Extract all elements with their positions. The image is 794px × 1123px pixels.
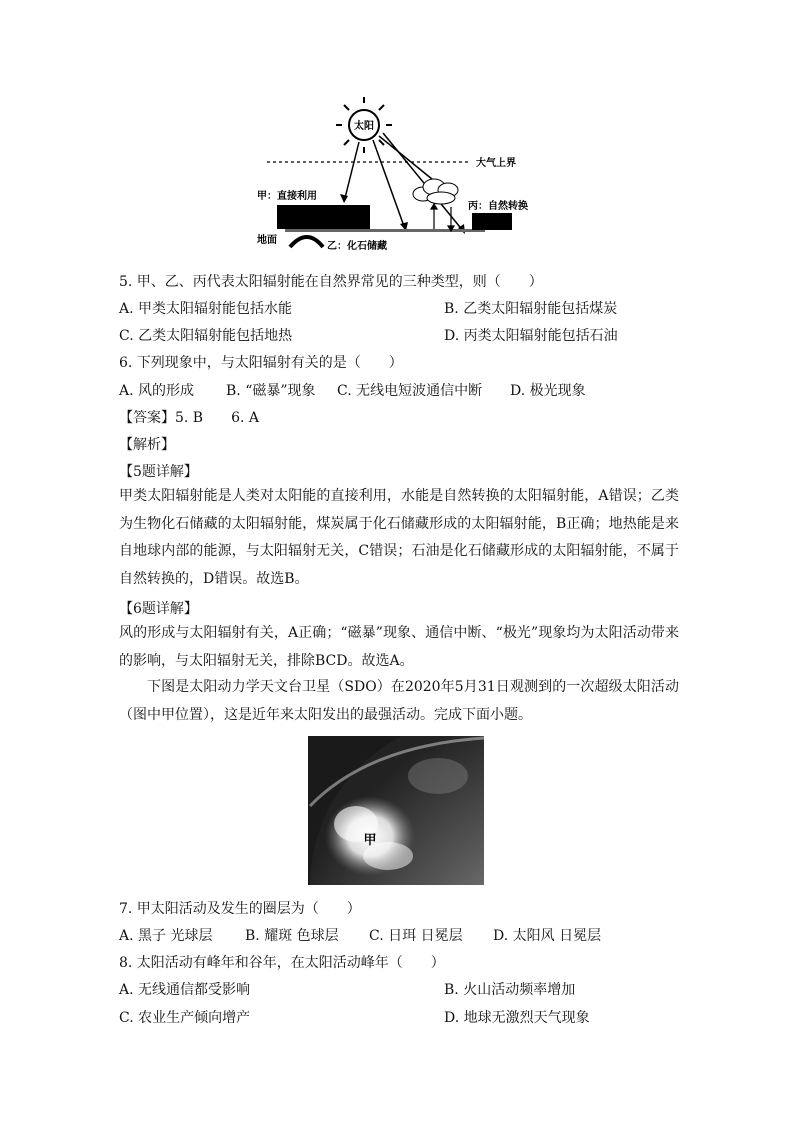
bing-block (472, 213, 512, 230)
bing-label: 丙：自然转换 (468, 201, 528, 212)
q6-options (119, 382, 586, 400)
q6-option-d: D. 极光现象 (510, 383, 586, 399)
q6-option-c: C. 无线电短波通信中断 (337, 383, 483, 399)
q6-option-a: A. 风的形成 (119, 383, 195, 399)
q8-option-b: B. 火山活动频率增加 (444, 982, 576, 998)
jia-label: 甲：直接利用 (257, 191, 317, 202)
q7-option-b: B. 耀斑 色球层 (245, 928, 339, 944)
fossil-arc (290, 237, 323, 247)
solar-radiation-diagram (255, 95, 555, 255)
evaporation-arrows (431, 204, 454, 231)
q7-stem: 7. 甲太阳活动及发生的圈层为（ ） (119, 901, 361, 917)
q7-options (119, 927, 601, 945)
q6-detail-title: 【6题详解】 (119, 601, 198, 617)
q7-option-c: C. 日珥 日冕层 (369, 928, 463, 944)
q5-option-c: C. 乙类太阳辐射能包括地热 (119, 328, 293, 344)
q5-detail-text: 甲类太阳辐射能是人类对太阳能的直接利用，水能是自然转换的太阳辐射能，A错误；乙类为生物化石储藏的太阳辐射能，煤炭属于化石储藏形成的太阳辐射能，B正确；地热能是来自地球内部的能源，与太阳辐射无关，C错误；石油是化石储藏形成的太阳辐射能，不属于自然转换的，D错误。故选B。 (119, 488, 679, 587)
q7-option-a: A. 黑子 光球层 (119, 928, 213, 944)
q6-stem: 6. 下列现象中，与太阳辐射有关的是（ ） (119, 355, 403, 371)
ground-label: 地面 (257, 235, 277, 246)
q5-option-b: B. 乙类太阳辐射能包括煤炭 (444, 301, 618, 317)
q6-option-b: B. “磁暴”现象 (226, 383, 316, 399)
cloud-icon (413, 179, 458, 204)
sdo-sun-photo (308, 736, 484, 885)
photo-label-jia: 甲 (363, 833, 377, 848)
q5-stem: 5. 甲、乙、丙代表太阳辐射能在自然界常见的三种类型，则（ ） (119, 274, 543, 290)
atmosphere-label: 大气上界 (476, 158, 516, 169)
q8-option-a: A. 无线通信都受影响 (119, 982, 251, 998)
jia-block (277, 205, 370, 229)
intro-paragraph: 下图是太阳动力学天文台卫星（SDO）在2020年5月31日观测到的一次超级太阳活动（图中甲位置），这是近年来太阳发出的最强活动。完成下面小题。 (119, 679, 679, 723)
ground-surface (285, 229, 485, 232)
analysis-title: 【解析】 (119, 437, 175, 453)
q8-option-d: D. 地球无激烈天气现象 (444, 1010, 590, 1026)
answer-line: 【答案】5. B 6. A (119, 410, 260, 426)
sun-label: 太阳 (354, 121, 374, 132)
q6-detail-text: 风的形成与太阳辐射有关，A正确；“磁暴”现象、通信中断、“极光”现象均为太阳活动带来的影响，与太阳辐射无关，排除BCD。故选A。 (119, 625, 679, 669)
q5-option-a: A. 甲类太阳辐射能包括水能 (119, 301, 293, 317)
q5-option-d: D. 丙类太阳辐射能包括石油 (444, 328, 618, 344)
q8-stem: 8. 太阳活动有峰年和谷年，在太阳活动峰年（ ） (119, 955, 445, 971)
yi-label: 乙：化石储藏 (327, 241, 387, 252)
q5-detail-title: 【5题详解】 (119, 464, 198, 480)
q7-option-d: D. 太阳风 日冕层 (493, 928, 602, 944)
q8-option-c: C. 农业生产倾向增产 (119, 1010, 251, 1026)
